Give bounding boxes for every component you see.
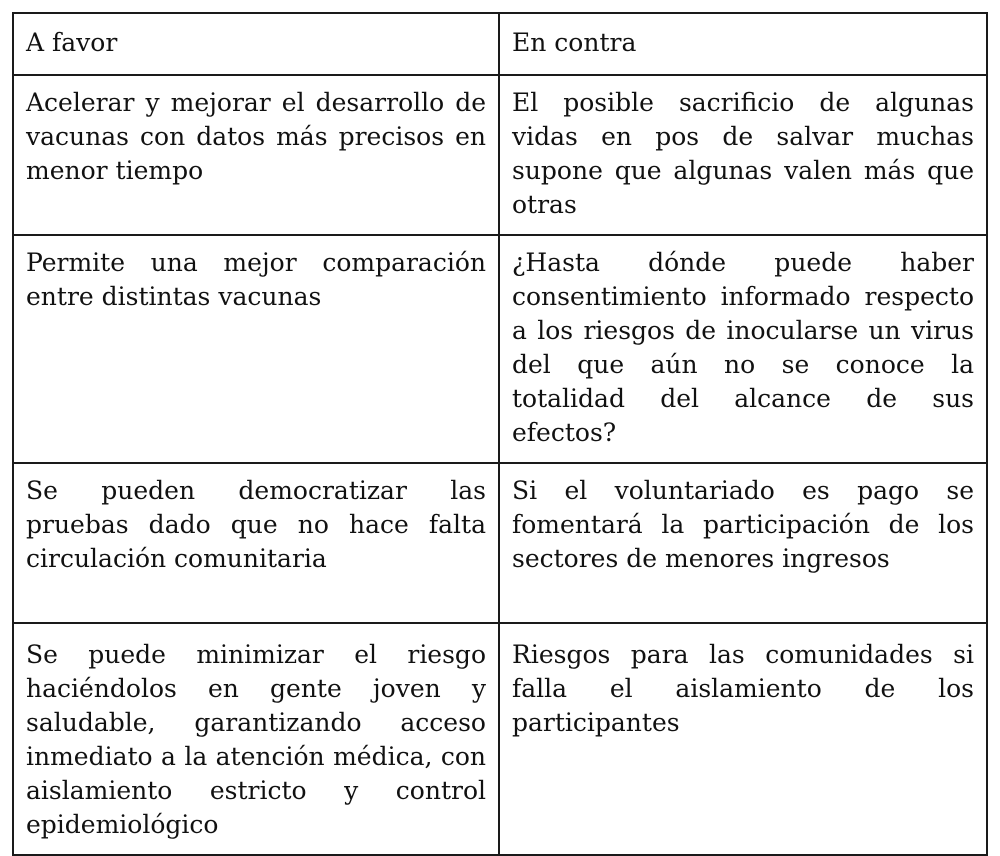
cell-contra: Riesgos para las comunidades si falla el aislamiento de los participantes: [499, 623, 987, 855]
pros-cons-table: [12, 12, 988, 856]
header-favor: A favor: [13, 13, 499, 75]
cell-favor: Permite una mejor comparación entre distintas vacunas: [13, 235, 499, 463]
cell-favor: Se puede minimizar el riesgo haciéndolos en gente joven y saludable, garantizando acceso inmediato a la atención médica, con aislamiento estricto y control epidemiológico: [13, 623, 499, 855]
cell-favor: Acelerar y mejorar el desarrollo de vacunas con datos más precisos en menor tiempo: [13, 75, 499, 235]
cell-contra: ¿Hasta dónde puede haber consentimiento informado respecto a los riesgos de inocularse un virus del que aún no se conoce la totalidad del alcance de sus efectos?: [499, 235, 987, 463]
table-row: [13, 235, 987, 463]
cell-contra: Si el voluntariado es pago se fomentará la participación de los sectores de menores ingresos: [499, 463, 987, 623]
table-header-row: [13, 13, 987, 75]
header-contra: En contra: [499, 13, 987, 75]
table-row: [13, 463, 987, 623]
table-row: [13, 75, 987, 235]
cell-contra: El posible sacrificio de algunas vidas en pos de salvar muchas supone que algunas valen más que otras: [499, 75, 987, 235]
table-row: [13, 623, 987, 855]
cell-favor: Se pueden democratizar las pruebas dado que no hace falta circulación comunitaria: [13, 463, 499, 623]
